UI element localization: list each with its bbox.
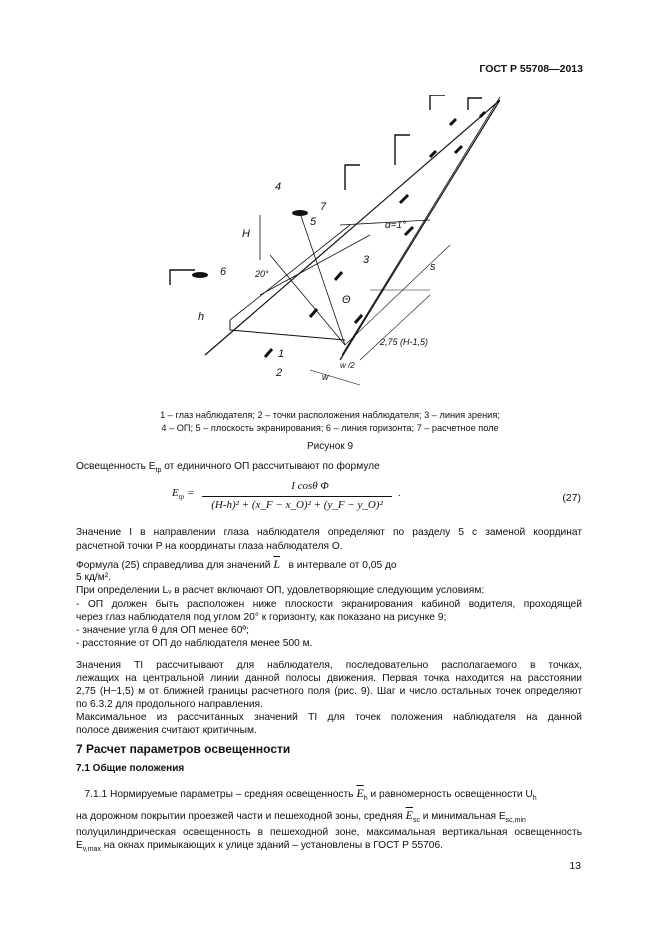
fraction-bar xyxy=(202,496,392,497)
formula-denominator: (H-h)² + (x_F − x_O)² + (y_F − y_O)² xyxy=(211,499,383,511)
paragraph: Формула (25) справедлива для значений $\overline{L}$ в интервале от 0,05 до xyxy=(76,557,397,571)
paragraph: - ОП должен быть расположен ниже плоскости экранирования кабиной водителя, проходящей xyxy=(76,599,582,610)
paragraph: Значения TI рассчитывают для наблюдателя, последовательно располагаемого в точках, xyxy=(76,660,582,671)
svg-text:H: H xyxy=(242,228,250,240)
svg-text:7: 7 xyxy=(320,201,327,213)
svg-text:5: 5 xyxy=(310,216,317,228)
section-heading: 7 Расчет параметров освещенности xyxy=(76,742,291,756)
figure-9-diagram xyxy=(160,95,500,395)
paragraph: 2,75 (H−1,5) м от ближней границы расчетного поля (рис. 9). Шаг и число остальных точек определяют xyxy=(76,686,582,697)
paragraph: полосе движения считают критичным. xyxy=(76,725,257,736)
paragraph: - значение угла θ для ОП менее 60º; xyxy=(76,625,249,636)
paragraph: Освещенность $E_{tp}$ от единичного ОП рассчитывают по формуле xyxy=(76,461,380,475)
figure-caption-line2: 4 – ОП; 5 – плоскость экранирования; 6 – линия горизонта; 7 – расчетное поле xyxy=(161,423,499,433)
paragraph: При определении Lᵥ в расчет включают ОП, удовлетворяющие следующим условиям: xyxy=(76,585,485,596)
formula-number: (27) xyxy=(562,492,581,504)
svg-text:w /2: w /2 xyxy=(340,361,355,370)
document-header: ГОСТ Р 55708—2013 xyxy=(479,63,583,75)
svg-text:6: 6 xyxy=(220,266,227,278)
formula-lhs: $E_{tp}$ = xyxy=(172,487,195,502)
svg-text:2: 2 xyxy=(276,367,283,379)
svg-text:s: s xyxy=(430,261,436,273)
figure-title: Рисунок 9 xyxy=(306,441,354,452)
paragraph: расчетной точки P на координаты глаза наблюдателя O. xyxy=(76,541,343,552)
paragraph: лежащих на центральной линии данной полосы движения. Первая точка находится на расстоянии xyxy=(76,673,582,684)
svg-text:α=1°: α=1° xyxy=(385,220,407,231)
svg-text:4: 4 xyxy=(275,181,282,193)
paragraph: Значение I в направлении глаза наблюдателя определяют по разделу 5 с заменой координат xyxy=(76,527,582,538)
svg-text:h: h xyxy=(198,311,205,323)
svg-text:Θ: Θ xyxy=(342,294,351,306)
paragraph: через глаз наблюдателя под углом 20° к горизонту, как показано на рисунке 9; xyxy=(76,612,447,623)
subsection-heading: 7.1 Общие положения xyxy=(76,763,185,774)
formula-dot: . xyxy=(398,488,401,499)
svg-text:2,75 (H-1,5): 2,75 (H-1,5) xyxy=(380,337,429,347)
formula-numerator: I cosθ Φ xyxy=(291,480,329,492)
paragraph: по 6.3.2 для продольного направления. xyxy=(76,699,263,710)
figure-caption-line1: 1 – глаз наблюдателя; 2 – точки расположения наблюдателя; 3 – линия зрения; xyxy=(160,410,500,420)
paragraph: Максимальное из рассчитанных значений TI для точек положения наблюдателя на данной xyxy=(76,712,582,723)
paragraph: 5 кд/м². xyxy=(76,572,111,583)
paragraph: $E_{v,max}$ на окнах примыкающих к улице зданий – установлены в ГОСТ Р 55706. xyxy=(76,840,443,854)
lamp-icon xyxy=(292,210,308,216)
paragraph: - расстояние от ОП до наблюдателя менее 500 м. xyxy=(76,638,313,649)
paragraph: на дорожном покрытии проезжей части и пешеходной зоны, средняя $\overline{E}_{sc}$ и минимальная $E_{sc,min}$ xyxy=(76,808,526,825)
lamp-icon xyxy=(192,272,208,278)
page-number: 13 xyxy=(569,860,581,872)
svg-text:1: 1 xyxy=(278,348,285,360)
road-edge-right xyxy=(340,100,500,360)
paragraph: 7.1.1 Нормируемые параметры – средняя освещенность $\overline{E}_h$ и равномерность освещенности $U_h$ xyxy=(84,786,537,803)
svg-text:3: 3 xyxy=(363,254,370,266)
paragraph: полуцилиндрическая освещенность в пешеходной зоне, максимальная вертикальная освещенность xyxy=(76,827,582,838)
svg-text:20°: 20° xyxy=(255,269,269,279)
svg-text:w: w xyxy=(322,372,329,382)
